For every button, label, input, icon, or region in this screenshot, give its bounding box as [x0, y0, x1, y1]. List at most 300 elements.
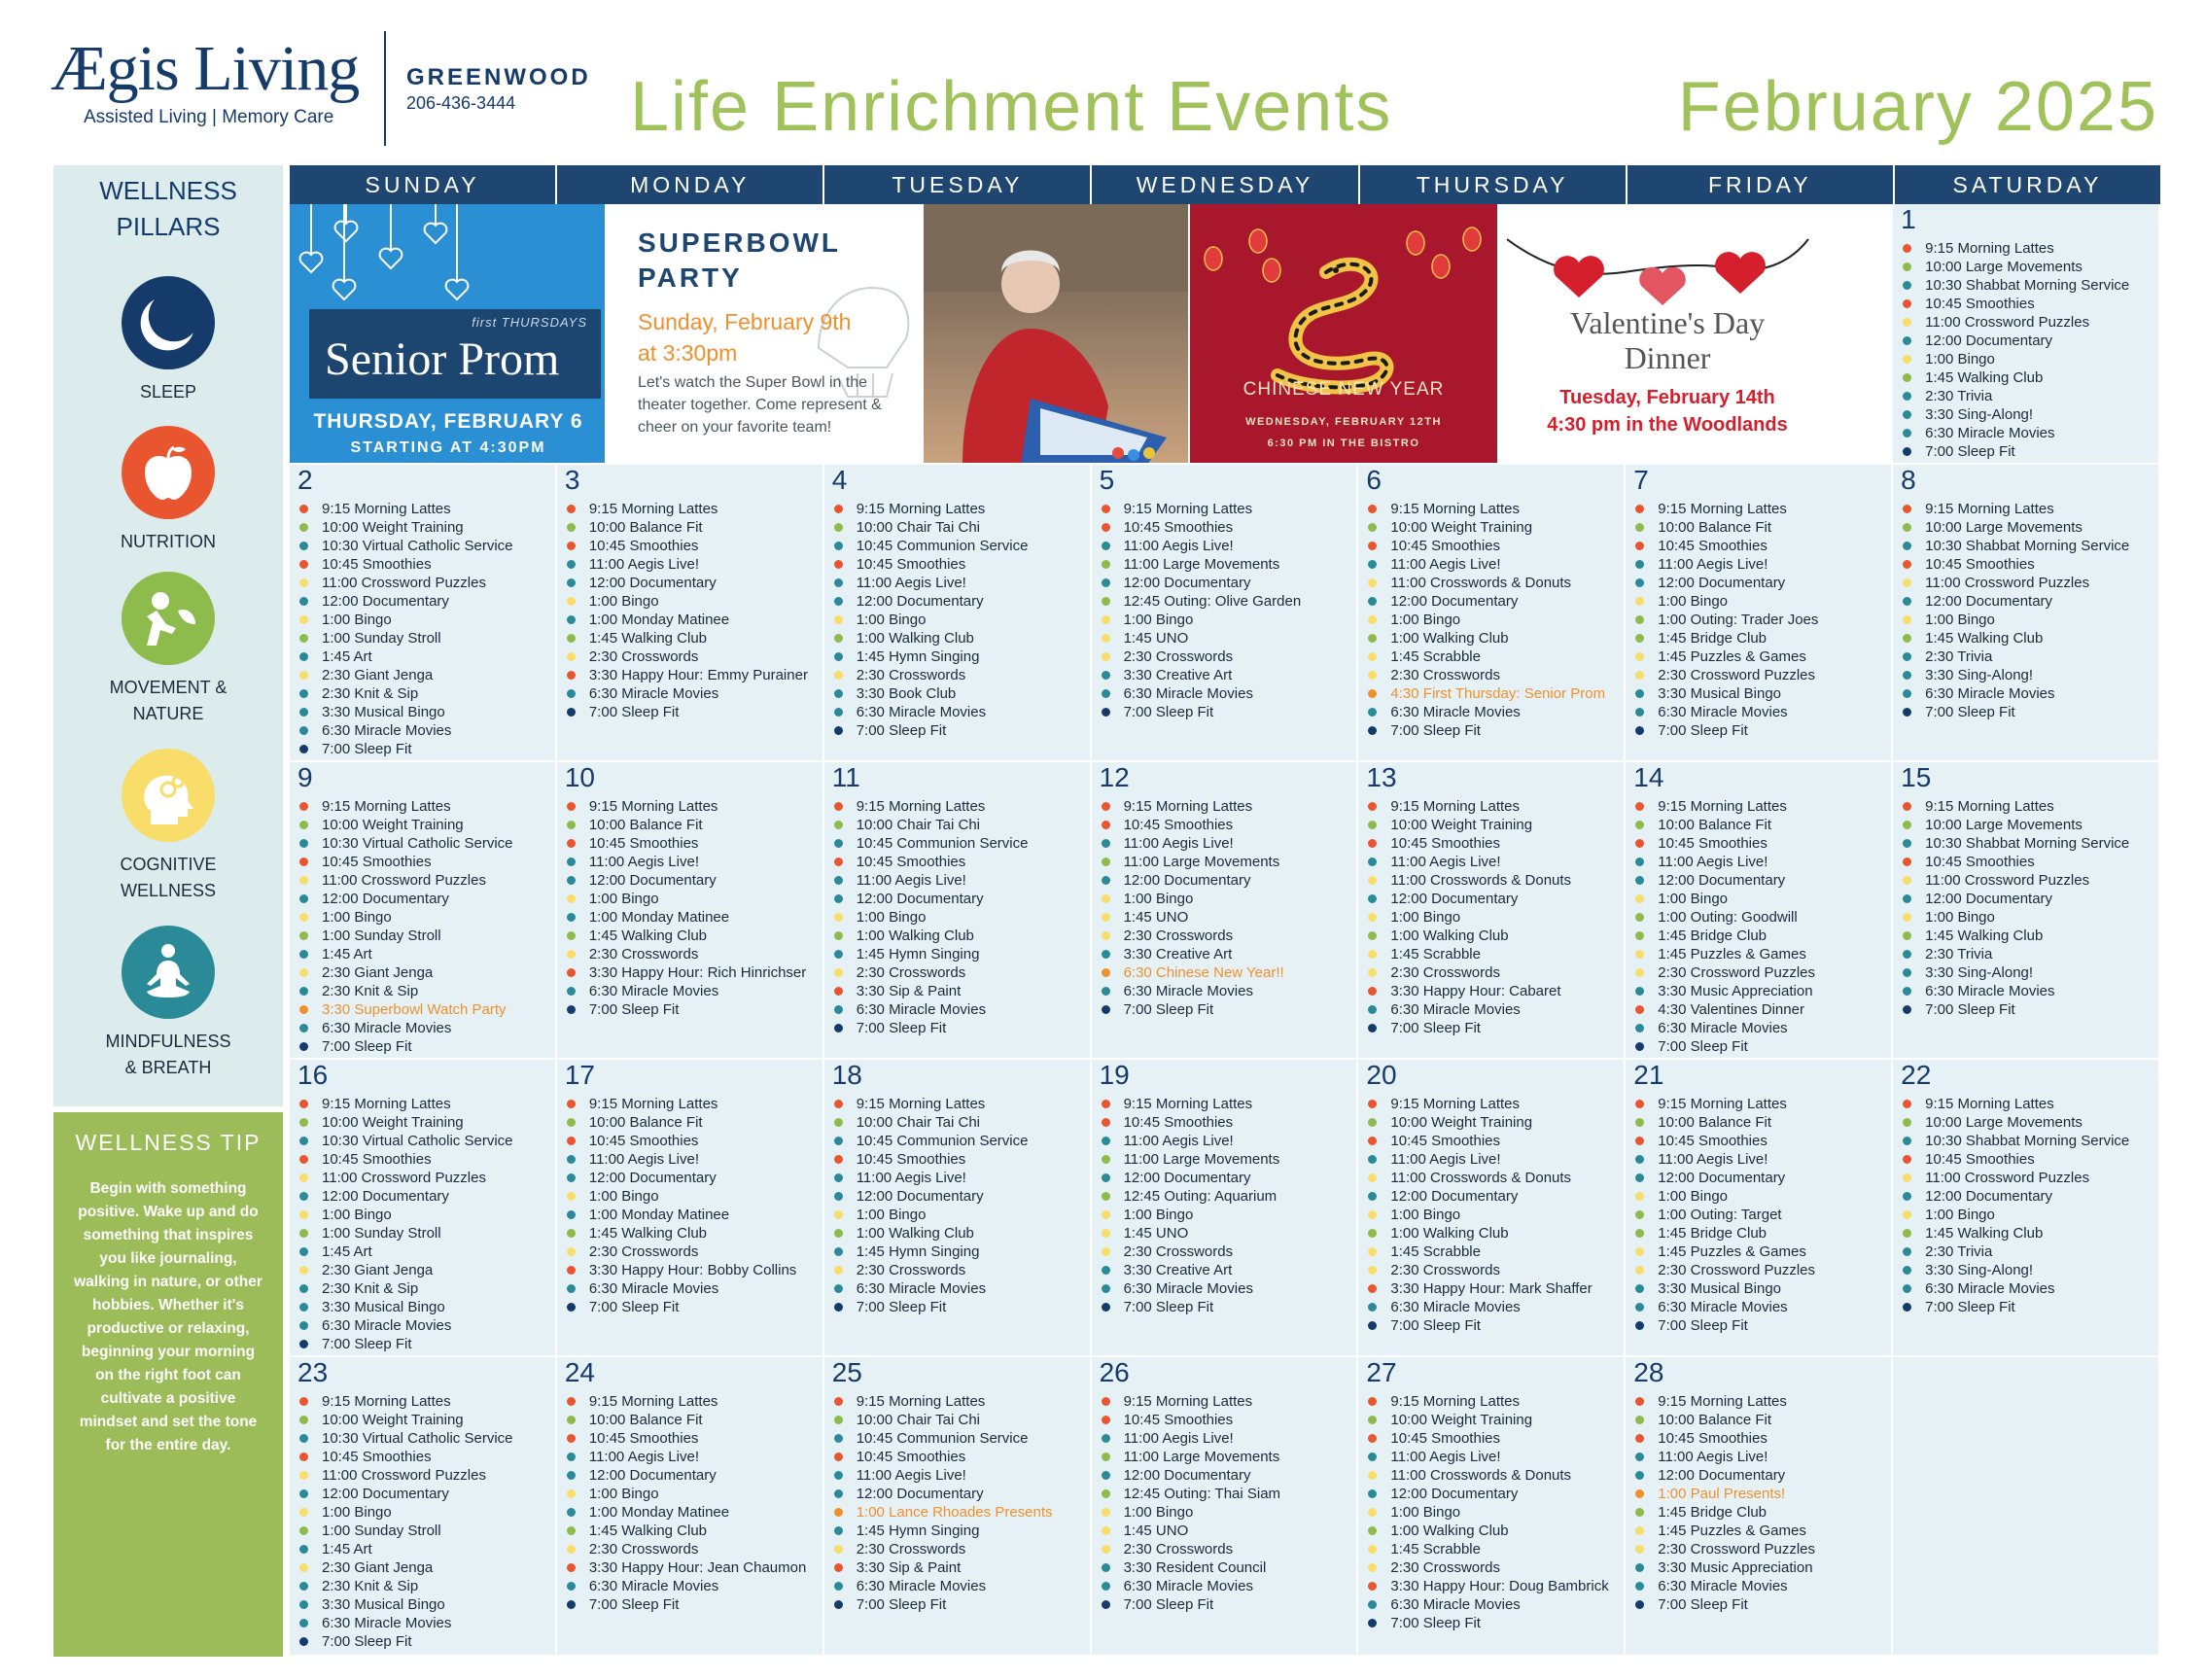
pillar-dot-icon — [299, 876, 308, 885]
event-text: 1:00 Sunday Stroll — [322, 1225, 441, 1242]
pillar-dot-icon — [299, 1619, 308, 1628]
pillar-dot-icon — [1635, 1284, 1644, 1293]
event-text: 11:00 Aegis Live! — [1123, 835, 1234, 852]
event-item — [1903, 629, 2158, 648]
pillar-dot-icon — [1102, 1229, 1110, 1238]
event-item — [1368, 1558, 1624, 1577]
event-text: 7:00 Sleep Fit — [588, 704, 680, 720]
event-text: 1:45 Scrabble — [1390, 1541, 1481, 1558]
pillar-dot-icon — [1102, 950, 1110, 959]
event-item — [834, 648, 1090, 666]
event-item — [1102, 1392, 1357, 1411]
event-item — [1102, 1242, 1357, 1261]
pillar-dot-icon — [299, 597, 308, 606]
day-number: 14 — [1633, 762, 1664, 792]
pillar-dot-icon — [567, 671, 576, 680]
event-item — [834, 1279, 1090, 1298]
event-item — [1102, 518, 1357, 537]
pillar-dot-icon — [1635, 505, 1644, 513]
pillar-dot-icon — [299, 560, 308, 569]
event-item — [1903, 442, 2158, 461]
event-text: 11:00 Aegis Live! — [856, 575, 966, 591]
event-item — [299, 648, 555, 666]
event-item — [299, 1169, 555, 1187]
event-text: 12:00 Documentary — [1925, 1188, 2053, 1205]
event-item — [1903, 834, 2158, 853]
event-item — [299, 1037, 555, 1056]
day-cell — [1626, 762, 1893, 1060]
pillar-dot-icon — [1635, 671, 1644, 680]
event-text: 7:00 Sleep Fit — [588, 1596, 680, 1613]
event-text: 1:00 Bingo — [1390, 612, 1461, 628]
event-text: 1:00 Walking Club — [1390, 1225, 1509, 1242]
event-text: 12:00 Documentary — [1390, 891, 1519, 907]
pillar-dot-icon — [1635, 858, 1644, 866]
pillar-dot-icon — [1368, 1526, 1377, 1535]
event-item — [1903, 1261, 2158, 1279]
event-item — [1903, 945, 2158, 963]
event-text: 1:00 Bingo — [322, 1207, 392, 1223]
event-item — [299, 1577, 555, 1595]
event-text: 10:45 Smoothies — [1123, 1114, 1234, 1131]
event-text: 7:00 Sleep Fit — [1390, 1317, 1481, 1334]
event-text: 10:00 Weight Training — [322, 519, 464, 536]
event-item — [299, 1132, 555, 1150]
event-text: 10:45 Smoothies — [1925, 854, 2035, 870]
pillar-dot-icon — [1903, 578, 1911, 587]
day-number: 4 — [831, 465, 848, 495]
event-text: 1:45 Hymn Singing — [856, 946, 980, 962]
event-text: 9:15 Morning Lattes — [1390, 1393, 1521, 1410]
event-item — [1903, 1224, 2158, 1242]
event-text: 11:00 Aegis Live! — [1658, 1151, 1768, 1168]
day-number: 10 — [564, 762, 595, 792]
event-text: 1:45 Bridge Club — [1658, 1504, 1768, 1521]
event-text: 1:00 Monday Matinee — [588, 1504, 730, 1521]
event-item — [1903, 871, 2158, 890]
pillar-dot-icon — [1903, 429, 1911, 438]
pillar-dot-icon — [1635, 1582, 1644, 1591]
pillar-dot-icon — [1102, 505, 1110, 513]
superbowl-title-line1: SUPERBOWL — [638, 228, 841, 258]
pillar-dot-icon — [1903, 355, 1911, 364]
pillar-dot-icon — [567, 578, 576, 587]
event-text: 3:30 Sing-Along! — [1925, 964, 2034, 981]
event-item — [834, 666, 1090, 684]
day-cell — [290, 1060, 557, 1357]
event-text: 10:45 Smoothies — [1658, 1430, 1768, 1447]
pillar-dot-icon — [834, 708, 843, 717]
pillar-dot-icon — [1102, 1247, 1110, 1256]
event-text: 12:00 Documentary — [322, 891, 449, 907]
event-item — [834, 1298, 1090, 1316]
pillar-dot-icon — [1368, 876, 1377, 885]
pillar-dot-icon — [834, 1192, 843, 1201]
event-text: 6:30 Miracle Movies — [1658, 704, 1788, 720]
pillar-dot-icon — [1368, 671, 1377, 680]
event-text: 12:00 Documentary — [856, 593, 984, 610]
event-text: 1:45 Bridge Club — [1658, 630, 1768, 647]
event-item — [1368, 1132, 1624, 1150]
pillar-dot-icon — [1903, 597, 1911, 606]
pillar-dot-icon — [1635, 1247, 1644, 1256]
pillar-dot-icon — [1635, 821, 1644, 829]
event-item — [1368, 927, 1624, 945]
pillar-dot-icon — [1635, 1155, 1644, 1164]
day-cell — [1092, 1357, 1359, 1657]
event-text: 10:30 Shabbat Morning Service — [1925, 835, 2130, 852]
event-item — [1102, 1540, 1357, 1558]
event-item — [834, 908, 1090, 927]
event-text: 3:30 Musical Bingo — [322, 1299, 445, 1315]
event-item — [1903, 1000, 2158, 1019]
event-text: 2:30 Giant Jenga — [322, 1559, 434, 1576]
pillar-dot-icon — [1368, 1303, 1377, 1312]
event-item — [1635, 945, 1891, 963]
pillar-dot-icon — [1635, 1118, 1644, 1127]
weekday-sunday: SUNDAY — [290, 165, 557, 204]
event-text: 3:30 Happy Hour: Mark Shaffer — [1390, 1280, 1592, 1297]
pillar-dot-icon — [299, 1284, 308, 1293]
event-text: 9:15 Morning Lattes — [1658, 1393, 1787, 1410]
event-text: 9:15 Morning Lattes — [1390, 1096, 1521, 1112]
prom-series: first THURSDAYS — [472, 315, 587, 330]
event-text: 11:00 Aegis Live! — [1123, 538, 1234, 554]
pillar-dot-icon — [1635, 652, 1644, 661]
event-text: 12:00 Documentary — [322, 1486, 449, 1502]
event-item — [1635, 684, 1891, 703]
pillar-dot-icon — [1903, 876, 1911, 885]
pillar-dot-icon — [299, 950, 308, 959]
prom-title: Senior Prom — [325, 333, 560, 385]
event-item — [1635, 574, 1891, 592]
day-number: 7 — [1633, 465, 1649, 495]
event-text: 11:00 Aegis Live! — [1658, 556, 1768, 573]
pillar-dot-icon — [1635, 950, 1644, 959]
event-item — [1635, 629, 1891, 648]
day-number: 22 — [1901, 1060, 1932, 1090]
event-item — [299, 963, 555, 982]
event-text: 1:45 Walking Club — [1925, 369, 2044, 386]
event-text: 10:00 Balance Fit — [1658, 1114, 1772, 1131]
event-text: 1:00 Sunday Stroll — [322, 928, 441, 944]
pillar-dot-icon — [1903, 821, 1911, 829]
wellness-tip-text: Begin with something positive. Wake up and do something that inspires you like journaling, walking in nature, or other hobbies. Whether it's productive or relaxing, beginning your morning on the right foot can cultivate a positive mindset and set the tone for the entire day. — [74, 1180, 262, 1453]
event-item — [1368, 1095, 1624, 1113]
pillar-dot-icon — [1368, 1173, 1377, 1182]
event-item — [834, 684, 1090, 703]
event-text: 9:15 Morning Lattes — [588, 798, 718, 815]
event-item — [1102, 853, 1357, 871]
event-text: 10:00 Weight Training — [322, 1114, 464, 1131]
event-item — [1102, 1485, 1357, 1503]
event-item — [834, 1540, 1090, 1558]
event-item — [1635, 1000, 1891, 1019]
day-cell — [824, 762, 1092, 1060]
event-item — [1635, 816, 1891, 834]
event-text: 1:00 Bingo — [588, 1486, 659, 1502]
event-text: 10:45 Smoothies — [856, 556, 966, 573]
event-item — [1903, 1187, 2158, 1206]
event-item — [1635, 927, 1891, 945]
event-item — [567, 1150, 822, 1169]
pillar-dot-icon — [834, 913, 843, 922]
event-text: 7:00 Sleep Fit — [856, 1020, 947, 1036]
pillar-dot-icon — [567, 1284, 576, 1293]
event-item — [1635, 611, 1891, 629]
event-item — [834, 1411, 1090, 1429]
pillar-dot-icon — [567, 1303, 576, 1312]
pillar-dot-icon — [1635, 1042, 1644, 1051]
pillar-dot-icon — [1635, 1173, 1644, 1182]
event-text: 10:00 Large Movements — [1925, 519, 2082, 536]
event-text: 10:00 Chair Tai Chi — [856, 1412, 980, 1428]
pillar-dot-icon — [1368, 1582, 1377, 1591]
event-text: 12:00 Documentary — [1658, 1170, 1786, 1186]
pillar-dot-icon — [567, 987, 576, 996]
event-item — [1903, 684, 2158, 703]
pillar-dot-icon — [1903, 1137, 1911, 1145]
resident-painting-photo — [924, 204, 1190, 465]
event-item — [834, 1095, 1090, 1113]
pillar-dot-icon — [834, 894, 843, 903]
pillar-dot-icon — [834, 597, 843, 606]
pillar-dot-icon — [299, 1042, 308, 1051]
pillar-dot-icon — [1102, 1266, 1110, 1275]
event-item — [567, 629, 822, 648]
pillar-dot-icon — [567, 1137, 576, 1145]
pillar-dot-icon — [834, 1118, 843, 1127]
weekday-saturday: SATURDAY — [1952, 172, 2103, 197]
event-text: 11:00 Aegis Live! — [856, 1467, 966, 1484]
event-item — [1635, 871, 1891, 890]
event-text: 12:45 Outing: Thai Siam — [1123, 1486, 1281, 1502]
event-item — [1102, 1298, 1357, 1316]
pillar-dot-icon — [1635, 1229, 1644, 1238]
event-item — [1368, 1316, 1624, 1335]
day-number: 17 — [564, 1060, 595, 1090]
pillar-dot-icon — [1368, 1563, 1377, 1572]
day-number: 15 — [1901, 762, 1932, 792]
event-item — [299, 1279, 555, 1298]
event-item — [299, 1095, 555, 1113]
event-text: 1:00 Outing: Trader Joes — [1658, 612, 1819, 628]
event-text: 10:45 Smoothies — [588, 1133, 699, 1149]
pillar-dot-icon — [1635, 968, 1644, 977]
event-item — [834, 1113, 1090, 1132]
event-text: 9:15 Morning Lattes — [322, 1096, 451, 1112]
event-item — [1903, 295, 2158, 313]
event-list — [1092, 1386, 1357, 1614]
event-item — [1368, 1113, 1624, 1132]
event-text: 3:30 Sing-Along! — [1925, 406, 2034, 423]
event-item — [1102, 500, 1357, 518]
event-text: 10:45 Smoothies — [1925, 1151, 2035, 1168]
day-number: 5 — [1099, 465, 1115, 495]
event-item — [567, 1429, 822, 1448]
event-text: 1:45 Scrabble — [1390, 648, 1481, 665]
event-text: 1:00 Paul Presents! — [1658, 1486, 1786, 1502]
event-item — [834, 1242, 1090, 1261]
pillar-dot-icon — [1635, 1100, 1644, 1108]
event-text: 10:45 Smoothies — [1123, 519, 1234, 536]
pillar-dot-icon — [834, 726, 843, 735]
event-text: 12:00 Documentary — [1658, 575, 1786, 591]
pillar-dot-icon — [299, 1471, 308, 1480]
pillar-dot-icon — [1102, 1100, 1110, 1108]
event-item — [1102, 963, 1357, 982]
event-text: 1:45 Hymn Singing — [856, 1243, 980, 1260]
pillar-dot-icon — [1368, 560, 1377, 569]
event-item — [1368, 1595, 1624, 1614]
event-text: 10:45 Smoothies — [1658, 835, 1768, 852]
event-text: 2:30 Crosswords — [1390, 964, 1500, 981]
day-number: 6 — [1366, 465, 1382, 495]
event-item — [299, 797, 555, 816]
event-item — [1903, 276, 2158, 295]
event-text: 10:45 Communion Service — [856, 835, 1029, 852]
promo-senior-prom — [290, 204, 607, 465]
event-text: 9:15 Morning Lattes — [856, 798, 986, 815]
event-item — [1102, 1113, 1357, 1132]
event-text: 9:15 Morning Lattes — [322, 501, 451, 517]
valentine-title-line1: Valentine's Day — [1569, 305, 1766, 340]
event-item — [1903, 368, 2158, 387]
pillar-dot-icon — [834, 1526, 843, 1535]
event-text: 1:00 Bingo — [1658, 593, 1729, 610]
event-text: 9:15 Morning Lattes — [1658, 1096, 1787, 1112]
pillar-dot-icon — [834, 821, 843, 829]
event-text: 6:30 Miracle Movies — [856, 1578, 987, 1594]
event-item — [1635, 1503, 1891, 1522]
event-item — [1102, 666, 1357, 684]
pillar-dot-icon — [1368, 968, 1377, 977]
pillar-dot-icon — [1368, 987, 1377, 996]
event-text: 1:00 Walking Club — [1390, 928, 1509, 944]
event-text: 11:00 Crosswords & Donuts — [1390, 872, 1572, 889]
pillar-dot-icon — [1368, 1434, 1377, 1443]
event-text: 1:45 Walking Club — [588, 1225, 708, 1242]
promo-valentines-dinner — [1507, 204, 1828, 465]
event-item — [1635, 1261, 1891, 1279]
superbowl-title-line2: PARTY — [638, 262, 743, 293]
weekday-wednesday: WEDNESDAY — [1092, 165, 1359, 204]
pillar-dot-icon — [1635, 1452, 1644, 1461]
event-item — [1102, 1503, 1357, 1522]
event-item — [567, 1540, 822, 1558]
event-item — [299, 1019, 555, 1037]
event-item — [1368, 1169, 1624, 1187]
event-item — [1102, 871, 1357, 890]
pillar-dot-icon — [1903, 560, 1911, 569]
event-item — [1368, 1261, 1624, 1279]
event-item — [1903, 332, 2158, 350]
event-text: 2:30 Crossword Puzzles — [1658, 667, 1816, 683]
event-list — [290, 494, 555, 758]
event-text: 11:00 Aegis Live! — [588, 1151, 699, 1168]
event-item — [1635, 1095, 1891, 1113]
event-text: 10:45 Smoothies — [856, 1151, 966, 1168]
event-text: 1:00 Sunday Stroll — [322, 630, 441, 647]
event-text: 1:45 Hymn Singing — [856, 1522, 980, 1539]
pillar-dot-icon — [1635, 1005, 1644, 1014]
pillar-dot-icon — [567, 1563, 576, 1572]
pillar-dot-icon — [299, 1321, 308, 1330]
event-text: 1:00 Monday Matinee — [588, 909, 730, 926]
event-text: 4:30 First Thursday: Senior Prom — [1390, 685, 1606, 702]
event-item — [1368, 871, 1624, 890]
event-item — [1368, 611, 1624, 629]
pillar-dot-icon — [1903, 1266, 1911, 1275]
event-text: 3:30 Sip & Paint — [856, 1559, 962, 1576]
event-list — [290, 1089, 555, 1353]
pillar-dot-icon — [1102, 1155, 1110, 1164]
event-item — [567, 1242, 822, 1261]
event-text: 11:00 Crossword Puzzles — [322, 1170, 486, 1186]
event-text: 6:30 Miracle Movies — [588, 983, 719, 999]
event-text: 10:45 Smoothies — [1925, 296, 2035, 312]
pillar-dot-icon — [1635, 1600, 1644, 1609]
event-item — [1368, 574, 1624, 592]
event-item — [1368, 629, 1624, 648]
event-item — [1368, 1279, 1624, 1298]
pillar-dot-icon — [1903, 968, 1911, 977]
event-text: 7:00 Sleep Fit — [856, 1299, 947, 1315]
event-item — [834, 1261, 1090, 1279]
pillar-dot-icon — [1368, 1118, 1377, 1127]
event-item — [1635, 500, 1891, 518]
event-item — [834, 816, 1090, 834]
event-text: 10:00 Large Movements — [1925, 1114, 2082, 1131]
pillar-dot-icon — [1635, 542, 1644, 550]
pillar-dot-icon — [1903, 542, 1911, 550]
pillar-dot-icon — [1368, 894, 1377, 903]
pillar-dot-icon — [1635, 689, 1644, 698]
prom-time: STARTING AT 4:30PM — [350, 439, 546, 456]
event-item — [834, 1206, 1090, 1224]
pillar-dot-icon — [299, 858, 308, 866]
event-text: 2:30 Crosswords — [1123, 1541, 1234, 1558]
event-item — [1903, 816, 2158, 834]
event-text: 1:00 Bingo — [588, 1188, 659, 1205]
weekday-monday: MONDAY — [557, 165, 824, 204]
event-item — [834, 1000, 1090, 1019]
event-text: 1:00 Lance Rhoades Presents — [856, 1504, 1053, 1521]
event-item — [834, 1019, 1090, 1037]
pillar-dot-icon — [1635, 523, 1644, 532]
pillar-dot-icon — [1903, 634, 1911, 643]
pillar-dot-icon — [1903, 1210, 1911, 1219]
pillar-dot-icon — [1903, 1173, 1911, 1182]
event-text: 7:00 Sleep Fit — [1123, 704, 1214, 720]
event-item — [1903, 518, 2158, 537]
calendar-month: February 2025 — [1677, 68, 2158, 146]
pillar-dot-icon — [1903, 1118, 1911, 1127]
event-item — [834, 629, 1090, 648]
pillar-dot-icon — [1903, 262, 1911, 271]
pillar-dot-icon — [299, 821, 308, 829]
event-text: 10:30 Shabbat Morning Service — [1925, 538, 2130, 554]
pillar-dot-icon — [1903, 244, 1911, 253]
event-item — [1368, 908, 1624, 927]
event-text: 11:00 Large Movements — [1123, 1449, 1280, 1465]
event-text: 1:00 Bingo — [1658, 891, 1729, 907]
event-text: 1:45 Walking Club — [1925, 630, 2044, 647]
pillar-dot-icon — [834, 1137, 843, 1145]
event-list — [1358, 791, 1624, 1037]
event-text: 1:45 Bridge Club — [1658, 928, 1768, 944]
event-text: 3:30 Creative Art — [1123, 1262, 1233, 1278]
